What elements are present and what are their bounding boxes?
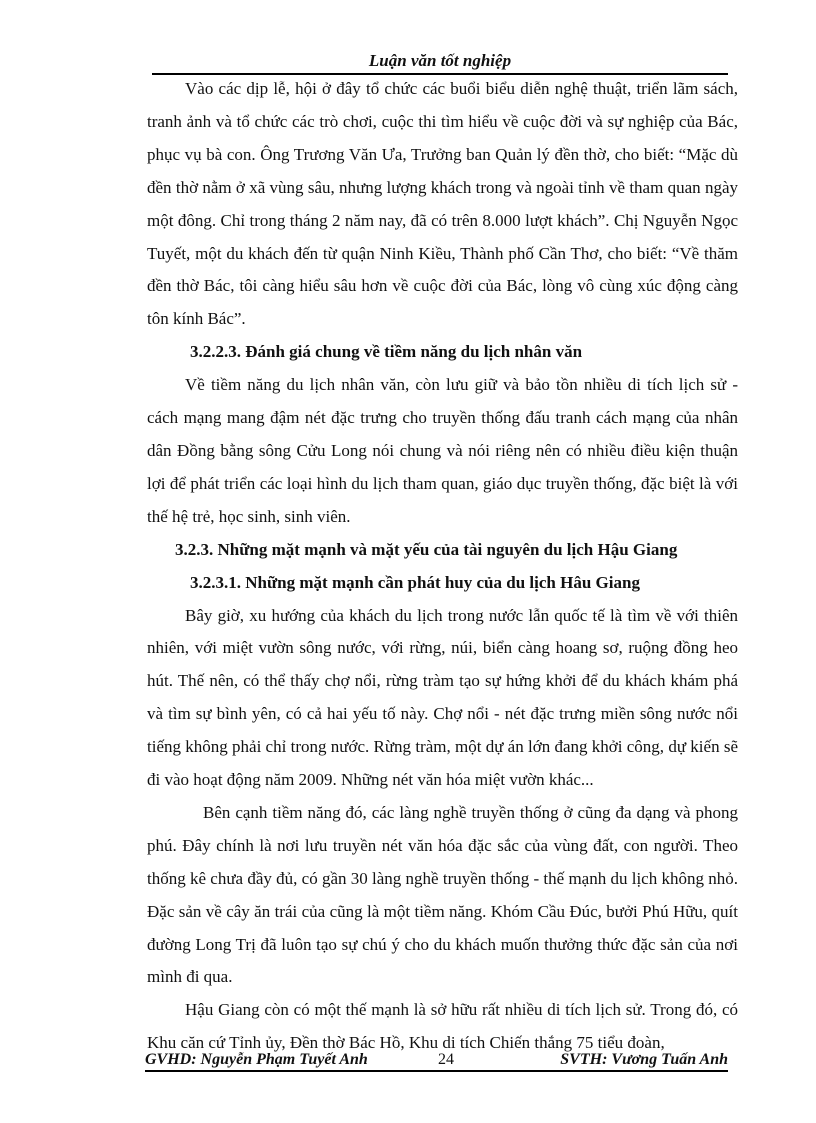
footer-rule	[145, 1070, 728, 1072]
paragraph-tourism-trend: Bây giờ, xu hướng của khách du lịch trong nước lẫn quốc tế là tìm về với thiên nhiên, với miệt vườn sông nước, với rừng, núi, biển càng hoang sơ, ruộng đồng heo hút. Thế nên, có thể thấy chợ nổi, rừng tràm tạo sự hứng khởi để du khách khám phá và tìm sự bình yên, có cả hai yếu tố này. Chợ nổi - nét đặc trưng miền sông nước nổi tiếng không phải chỉ trong nước. Rừng tràm, một dự án lớn đang khởi công, dự kiến sẽ đi vào hoạt động năm 2009. Những nét văn hóa miệt vườn khác...	[147, 605, 738, 790]
page-footer	[145, 1050, 728, 1070]
footer-student: SVTH: Vương Tuấn Anh	[560, 1051, 728, 1068]
heading-3-2-2-3: 3.2.2.3. Đánh giá chung về tiềm năng du lịch nhân văn	[190, 342, 583, 362]
running-header: Luận văn tốt nghiệp	[152, 49, 728, 75]
paragraph-craft-villages: Bên cạnh tiềm năng đó, các làng nghề truyền thống ở cũng đa dạng và phong phú. Đây chính là nơi lưu truyền nét văn hóa đặc sắc của vùng đất, con người. Theo thống kê chưa đầy đủ, có gần 30 làng nghề truyền thống - thế mạnh du lịch không nhỏ. Đặc sản về cây ăn trái của cũng là một tiềm năng. Khóm Cầu Đúc, bưởi Phú Hữu, quít đường Long Trị đã luôn tạo sự chú ý cho du khách muốn thưởng thức đặc sản của nơi mình đi qua.	[147, 802, 738, 987]
heading-3-2-3: 3.2.3. Những mặt mạnh và mặt yếu của tài nguyên du lịch Hậu Giang	[175, 539, 678, 559]
paragraph-cultural-potential: Về tiềm năng du lịch nhân văn, còn lưu giữ và bảo tồn nhiều di tích lịch sử - cách mạng mang đậm nét đặc trưng cho truyền thống đấu tranh cách mạng của nhân dân Đồng bằng sông Cửu Long nói chung và nói riêng nên có nhiều điều kiện thuận lợi để phát triển các loại hình du lịch tham quan, giáo dục truyền thống, đặc biệt là với thế hệ trẻ, học sinh, sinh viên.	[147, 375, 738, 526]
heading-3-2-3-1: 3.2.3.1. Những mặt mạnh cần phát huy của du lịch Hâu Giang	[190, 572, 640, 592]
footer-advisor: GVHD: Nguyễn Phạm Tuyết Anh	[145, 1051, 368, 1068]
page-content	[147, 73, 738, 1060]
paragraph-historical-sites: Hậu Giang còn có một thế mạnh là sở hữu rất nhiều di tích lịch sử. Trong đó, có Khu căn cứ Tỉnh ủy, Đền thờ Bác Hồ, Khu di tích Chiến thắng 75 tiểu đoàn,	[147, 1000, 738, 1053]
page-number: 24	[438, 1051, 454, 1068]
paragraph-temple-visitors: Vào các dịp lễ, hội ở đây tổ chức các buổi biểu diễn nghệ thuật, triển lãm sách, tranh ảnh và tổ chức các trò chơi, cuộc thi tìm hiểu về cuộc đời và sự nghiệp của Bác, phục vụ bà con. Ông Trương Văn Ưa, Trưởng ban Quản lý đền thờ, cho biết: “Mặc dù đền thờ nằm ở xã vùng sâu, nhưng lượng khách trong và ngoài tỉnh về tham quan ngày một đông. Chỉ trong tháng 2 năm nay, đã có trên 8.000 lượt khách”. Chị Nguyễn Ngọc Tuyết, một du khách đến từ quận Ninh Kiều, Thành phố Cần Thơ, cho biết: “Về thăm đền thờ Bác, tôi càng hiểu sâu hơn về cuộc đời của Bác, lòng vô cùng xúc động càng tôn kính Bác”.	[147, 79, 738, 329]
